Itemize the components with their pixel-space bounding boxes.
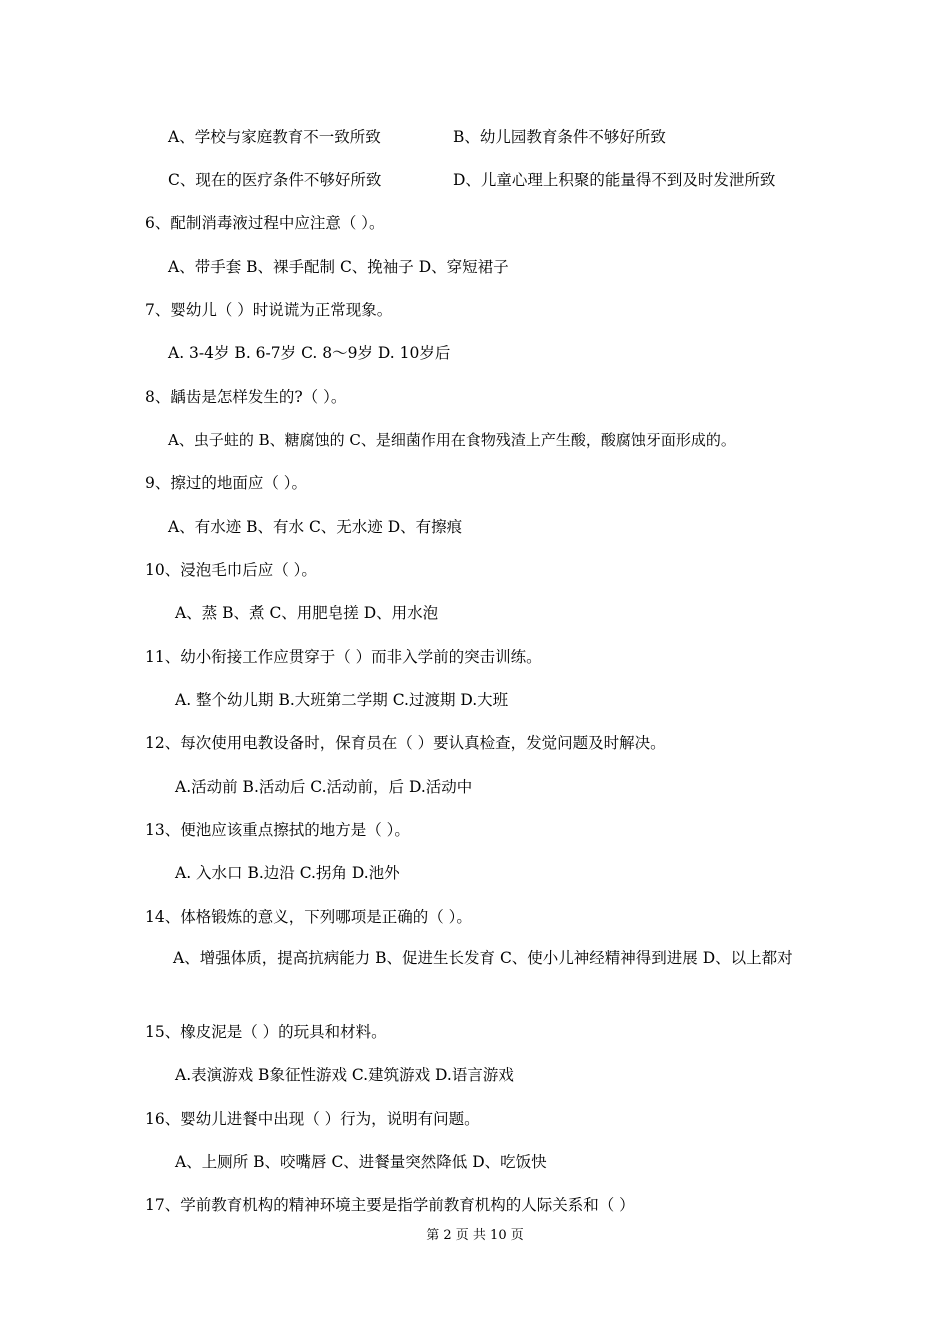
- q16-question: 16、婴幼儿进餐中出现（ ）行为，说明有问题。: [145, 1110, 480, 1128]
- q5-option-d: D、儿童心理上积聚的能量得不到及时发泄所致: [453, 171, 776, 189]
- q11-options: A. 整个幼儿期 B.大班第二学期 C.过渡期 D.大班: [175, 691, 509, 709]
- q15-question: 15、橡皮泥是（ ）的玩具和材料。: [145, 1023, 387, 1041]
- q14-options: A、增强体质，提高抗病能力 B、促进生长发育 C、使小儿神经精神得到进展 D、以上都对: [173, 949, 793, 967]
- q12-question: 12、每次使用电教设备时，保育员在（ ）要认真检查，发觉问题及时解决。: [145, 734, 666, 752]
- q13-options: A. 入水口 B.边沿 C.拐角 D.池外: [175, 864, 400, 882]
- q12-options: A.活动前 B.活动后 C.活动前，后 D.活动中: [175, 778, 473, 796]
- q15-options: A.表演游戏 B象征性游戏 C.建筑游戏 D.语言游戏: [175, 1066, 514, 1084]
- page-footer: 第 2 页 共 10 页: [426, 1228, 524, 1243]
- q5-option-c: C、现在的医疗条件不够好所致: [168, 171, 382, 189]
- q5-option-a: A、学校与家庭教育不一致所致: [168, 128, 381, 146]
- q9-question: 9、擦过的地面应（ ）。: [145, 474, 308, 492]
- q16-options: A、上厕所 B、咬嘴唇 C、进餐量突然降低 D、吃饭快: [175, 1153, 547, 1171]
- q10-question: 10、浸泡毛巾后应（ ）。: [145, 561, 317, 579]
- q14-question: 14、体格锻炼的意义，下列哪项是正确的（ ）。: [145, 908, 472, 926]
- q5-option-b: B、幼儿园教育条件不够好所致: [453, 128, 666, 146]
- q6-question: 6、配制消毒液过程中应注意（ ）。: [145, 214, 385, 232]
- q8-options: A、虫子蛀的 B、糖腐蚀的 C、是细菌作用在食物残渣上产生酸，酸腐蚀牙面形成的。: [168, 431, 736, 449]
- q10-options: A、蒸 B、煮 C、用肥皂搓 D、用水泡: [175, 604, 439, 622]
- q6-options: A、带手套 B、裸手配制 C、挽袖子 D、穿短裙子: [168, 258, 509, 276]
- q11-question: 11、幼小衔接工作应贯穿于（ ）而非入学前的突击训练。: [145, 648, 542, 666]
- q8-question: 8、龋齿是怎样发生的?（ ）。: [145, 388, 347, 406]
- q7-question: 7、婴幼儿（ ）时说谎为正常现象。: [145, 301, 393, 319]
- q7-options: A. 3-4岁 B. 6-7岁 C. 8～9岁 D. 10岁后: [168, 344, 451, 362]
- q13-question: 13、便池应该重点擦拭的地方是（ ）。: [145, 821, 410, 839]
- q9-options: A、有水迹 B、有水 C、无水迹 D、有擦痕: [168, 518, 463, 536]
- q17-question: 17、学前教育机构的精神环境主要是指学前教育机构的人际关系和（ ）: [145, 1196, 635, 1214]
